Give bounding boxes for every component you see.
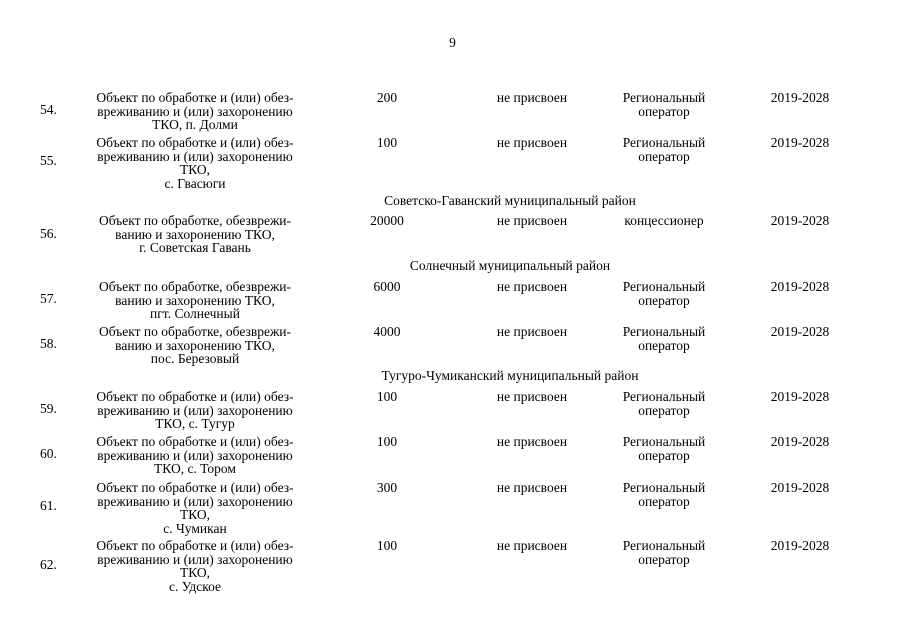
operator: Региональный оператор <box>622 324 706 353</box>
object-name: Объект по обработке и (или) обез- вреживанию и (или) захоронению ТКО, с. Чумикан <box>96 480 294 536</box>
period: 2019-2028 <box>770 324 830 339</box>
period: 2019-2028 <box>770 213 830 228</box>
registry-code: не присвоен <box>496 389 568 404</box>
object-name: Объект по обработке, обезврежи- ванию и захоронению ТКО, пос. Березовый <box>98 324 292 366</box>
row-number: 58. <box>40 336 57 351</box>
capacity: 4000 <box>373 324 401 339</box>
period: 2019-2028 <box>770 90 830 105</box>
registry-code: не присвоен <box>496 538 568 553</box>
period: 2019-2028 <box>770 480 830 495</box>
row-number: 62. <box>40 557 57 572</box>
capacity: 300 <box>376 480 398 495</box>
section-heading: Тугуро-Чумиканский муниципальный район <box>381 368 639 383</box>
period: 2019-2028 <box>770 135 830 150</box>
object-name: Объект по обработке и (или) обез- вреживанию и (или) захоронению ТКО, с. Удское <box>96 538 294 594</box>
object-name: Объект по обработке, обезврежи- ванию и захоронению ТКО, г. Советская Гавань <box>98 213 292 255</box>
period: 2019-2028 <box>770 434 830 449</box>
capacity: 6000 <box>373 279 401 294</box>
operator: Региональный оператор <box>622 279 706 308</box>
row-number: 59. <box>40 401 57 416</box>
operator: Региональный оператор <box>622 480 706 509</box>
row-number: 56. <box>40 226 57 241</box>
section-heading: Советско-Гаванский муниципальный район <box>384 193 636 208</box>
capacity: 100 <box>376 434 398 449</box>
period: 2019-2028 <box>770 389 830 404</box>
capacity: 100 <box>376 538 398 553</box>
row-number: 54. <box>40 102 57 117</box>
registry-code: не присвоен <box>496 434 568 449</box>
operator: концессионер <box>624 213 704 228</box>
operator: Региональный оператор <box>622 135 706 164</box>
object-name: Объект по обработке и (или) обез- вреживанию и (или) захоронению ТКО, с. Тугур <box>96 389 294 431</box>
row-number: 57. <box>40 291 57 306</box>
object-name: Объект по обработке, обезврежи- ванию и захоронению ТКО, пгт. Солнечный <box>98 279 292 321</box>
registry-code: не присвоен <box>496 213 568 228</box>
period: 2019-2028 <box>770 279 830 294</box>
registry-code: не присвоен <box>496 480 568 495</box>
object-name: Объект по обработке и (или) обез- вреживанию и (или) захоронению ТКО, п. Долми <box>96 90 294 132</box>
operator: Региональный оператор <box>622 434 706 463</box>
operator: Региональный оператор <box>622 538 706 567</box>
capacity: 20000 <box>370 213 404 228</box>
capacity: 100 <box>376 389 398 404</box>
registry-code: не присвоен <box>496 279 568 294</box>
registry-code: не присвоен <box>496 135 568 150</box>
operator: Региональный оператор <box>622 90 706 119</box>
registry-code: не присвоен <box>496 90 568 105</box>
row-number: 55. <box>40 153 57 168</box>
page-number: 9 <box>449 35 456 50</box>
capacity: 200 <box>376 90 398 105</box>
object-name: Объект по обработке и (или) обез- вреживанию и (или) захоронению ТКО, с. Гвасюги <box>96 135 294 191</box>
operator: Региональный оператор <box>622 389 706 418</box>
row-number: 60. <box>40 446 57 461</box>
registry-code: не присвоен <box>496 324 568 339</box>
row-number: 61. <box>40 498 57 513</box>
period: 2019-2028 <box>770 538 830 553</box>
capacity: 100 <box>376 135 398 150</box>
object-name: Объект по обработке и (или) обез- вреживанию и (или) захоронению ТКО, с. Тором <box>96 434 294 476</box>
section-heading: Солнечный муниципальный район <box>409 258 611 273</box>
